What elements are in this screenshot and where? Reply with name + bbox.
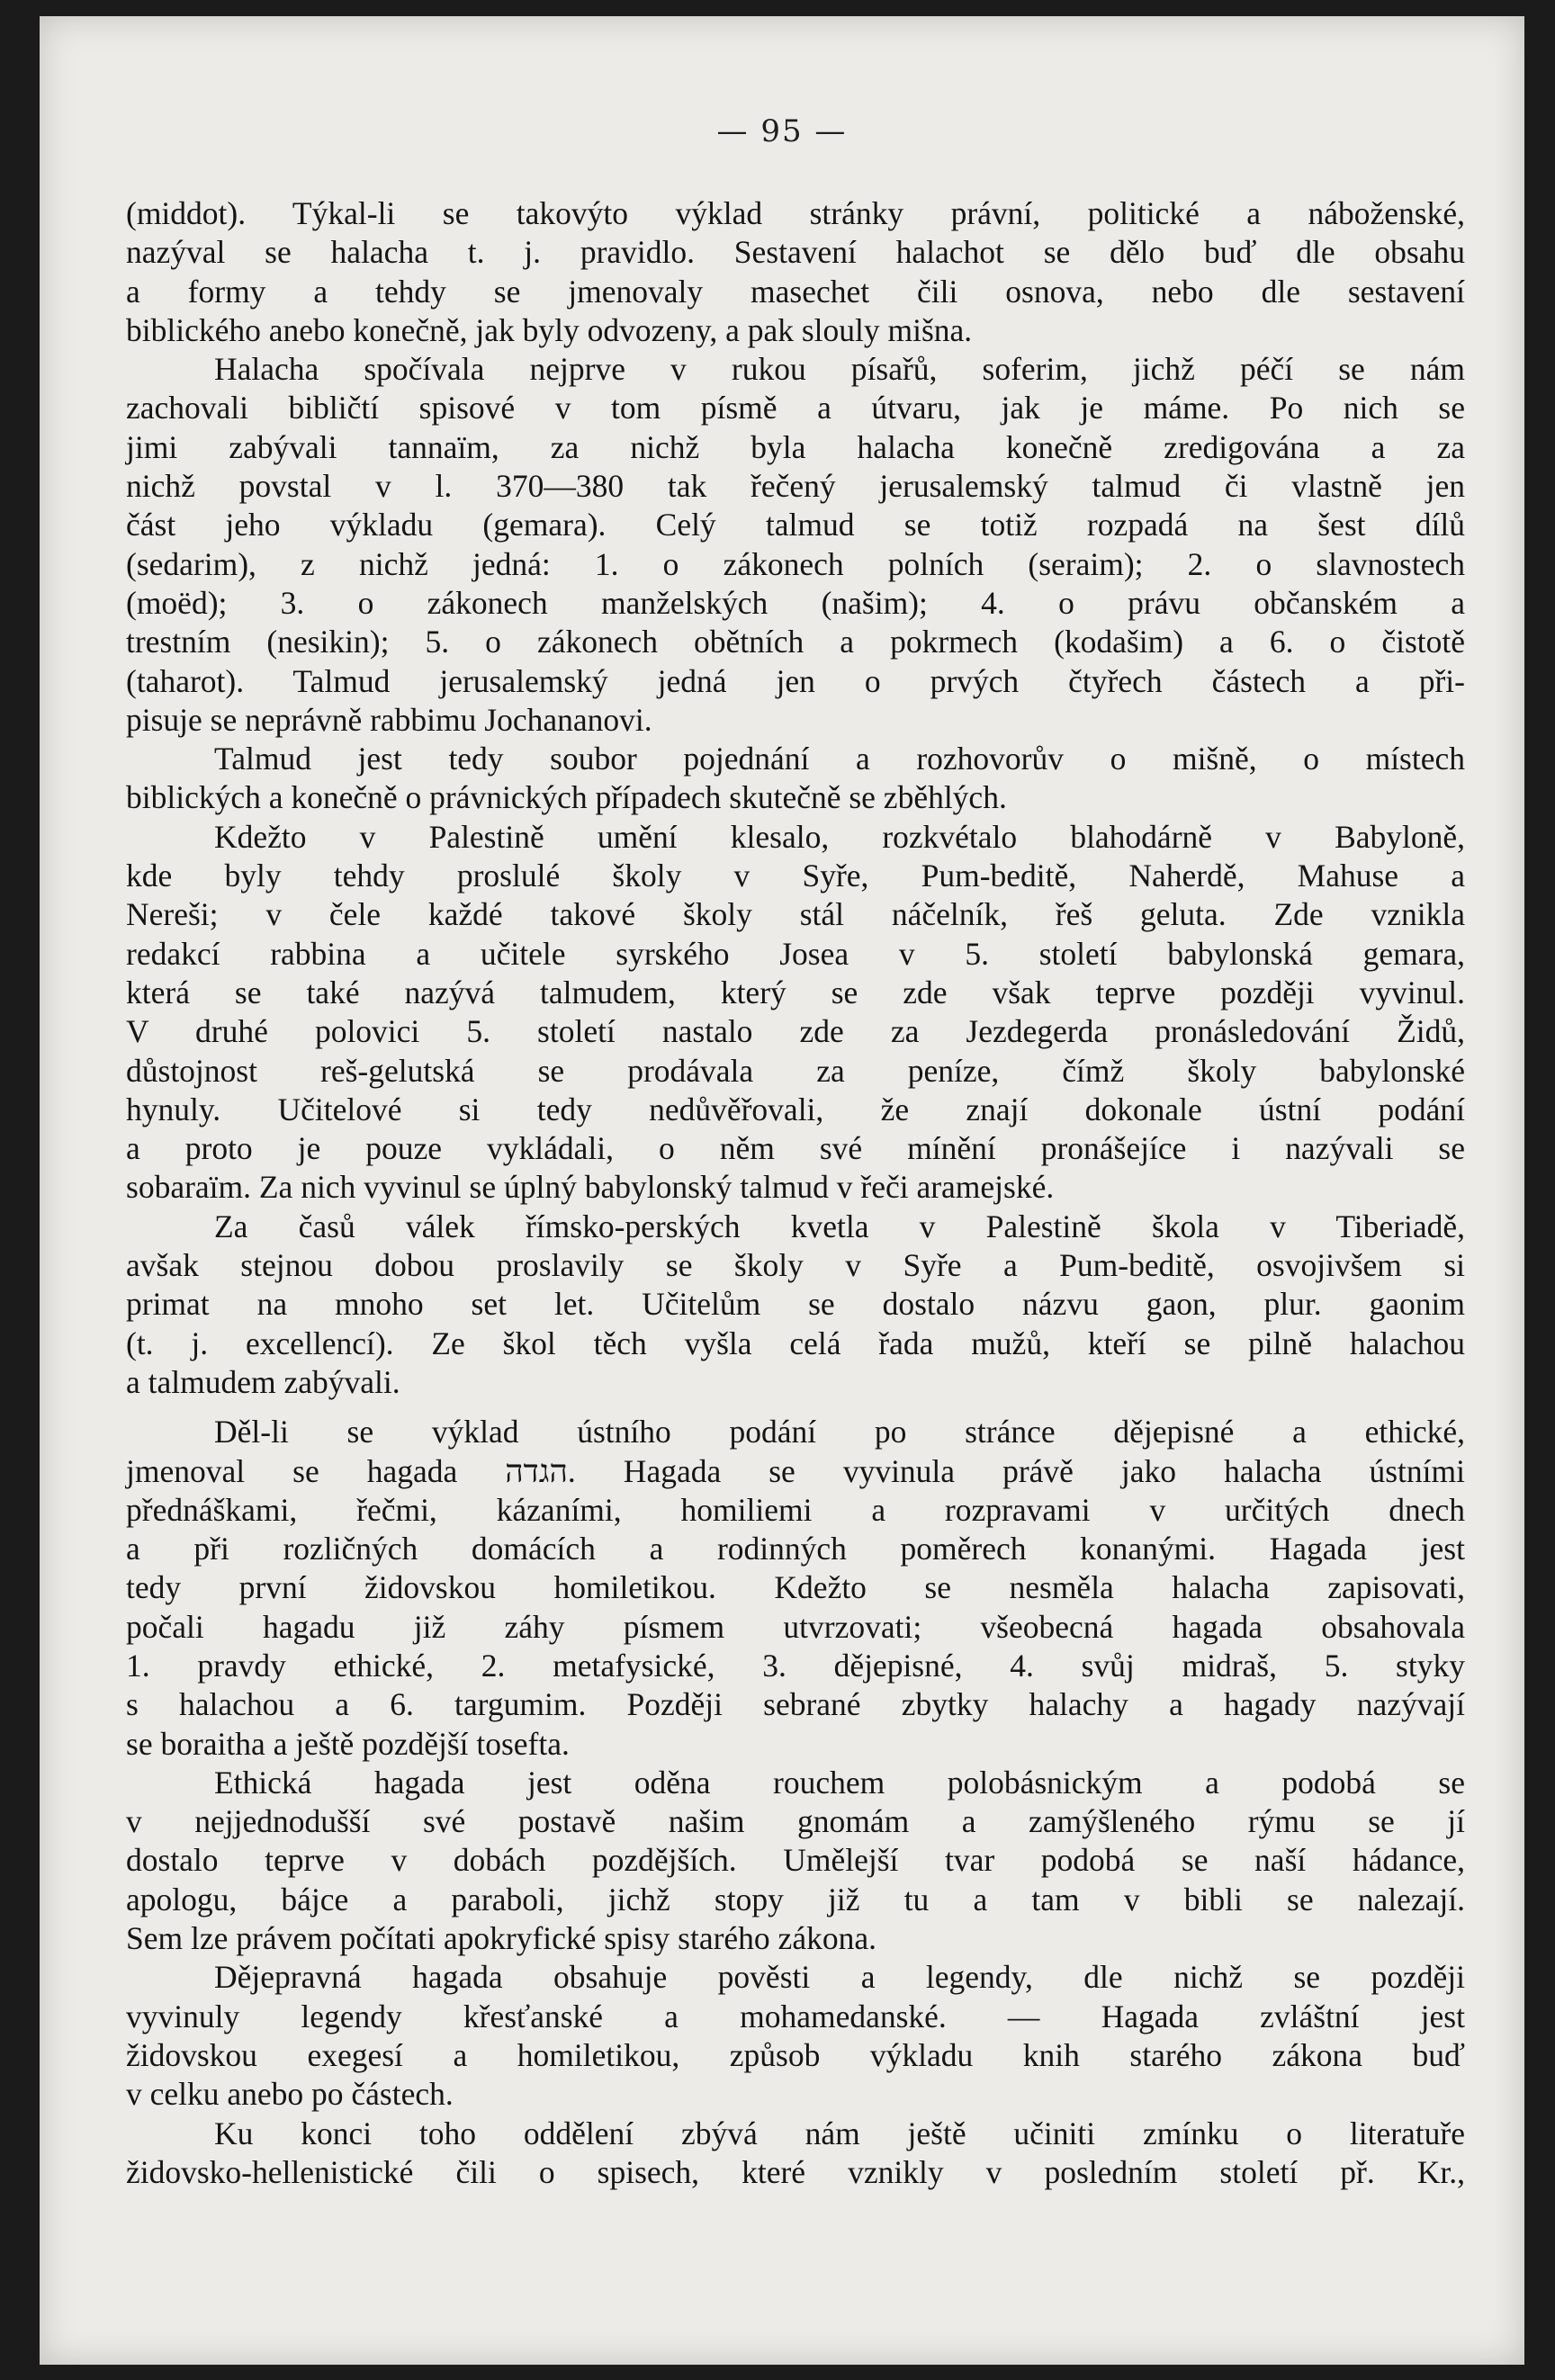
- text-line: sobaraïm. Za nich vyvinul se úplný babylonský talmud v řeči aramejské.: [126, 1169, 1055, 1206]
- text-line: v nejjednodušší své postavě našim gnomám a zamýšleného rýmu se jí: [126, 1803, 1465, 1840]
- text-line: tedy první židovskou homiletikou. Kdežto se nesměla halacha zapisovati,: [126, 1569, 1465, 1606]
- paragraph: [126, 2115, 1465, 2193]
- text-line: židovsko-hellenistické čili o spisech, které vznikly v posledním století př. Kr.,: [126, 2153, 1465, 2190]
- text-line: Děl-li se výklad ústního podání po stránce dějepisné a ethické,: [214, 1414, 1465, 1450]
- text-line: jimi zabývali tannaïm, za nichž byla halacha konečně zredigována a za: [126, 428, 1465, 465]
- text-line: nazýval se halacha t. j. pravidlo. Sestavení halachot se dělo buď dle obsahu: [126, 234, 1465, 271]
- text-line: část jeho výkladu (gemara). Celý talmud se totiž rozpadá na šest dílů: [126, 507, 1465, 543]
- text-line: která se také nazývá talmudem, který se zde však teprve později vyvinul.: [126, 974, 1465, 1010]
- text-line: zachovali bibličtí spisové v tom písmě a útvaru, jak je máme. Po nich se: [126, 390, 1465, 427]
- body-text: [126, 194, 1465, 2192]
- text-line: biblických a konečně o právnických případech skutečně se zběhlých.: [126, 779, 1007, 816]
- text-line: nichž povstal v l. 370—380 tak řečený jerusalemský talmud či vlastně jen: [126, 468, 1465, 505]
- text-line: V druhé polovici 5. století nastalo zde za Jezdegerda pronásledování Židů,: [126, 1013, 1465, 1050]
- text-line: (sedarim), z nichž jedná: 1. o zákonech polních (seraim); 2. o slavnostech: [126, 545, 1465, 582]
- paragraph: [126, 740, 1465, 818]
- text-line: avšak stejnou dobou proslavily se školy v Syře a Pum-beditě, osvojivšem si: [126, 1247, 1465, 1284]
- text-line: jmenoval se hagada הגדה. Hagada se vyvinula právě jako halacha ústními: [126, 1452, 1465, 1489]
- text-line: počali hagadu již záhy písmem utvrzovati; všeobecná hagada obsahovala: [126, 1608, 1465, 1645]
- text-line: 1. pravdy ethické, 2. metafysické, 3. dějepisné, 4. svůj midraš, 5. styky: [126, 1647, 1465, 1684]
- text-line: biblického anebo konečně, jak byly odvozeny, a pak slouly mišna.: [126, 311, 973, 348]
- paragraph: [126, 818, 1465, 1208]
- text-line: a proto je pouze vykládali, o něm své mínění pronášejíce i nazývali se: [126, 1130, 1465, 1167]
- text-line: Ethická hagada jest oděna rouchem polobásnickým a podobá se: [214, 1764, 1465, 1801]
- text-line: důstojnost reš-gelutská se prodávala za peníze, čímž školy babylonské: [126, 1052, 1465, 1089]
- text-line: v celku anebo po částech.: [126, 2076, 454, 2113]
- text-line: a formy a tehdy se jmenovaly masechet čili osnova, nebo dle sestavení: [126, 273, 1465, 310]
- paragraph: [126, 1413, 1465, 1764]
- text-line: přednáškami, řečmi, kázaními, homiliemi a rozpravami v určitých dnech: [126, 1491, 1465, 1528]
- text-line: a při rozličných domácích a rodinných poměrech konanými. Hagada jest: [126, 1531, 1465, 1567]
- text-line: apologu, bájce a paraboli, jichž stopy již tu a tam v bibli se nalezají.: [126, 1881, 1465, 1917]
- text-line: se boraitha a ještě pozdější tosefta.: [126, 1725, 570, 1762]
- text-line: s halachou a 6. targumim. Později sebrané zbytky halachy a hagady nazývají: [126, 1686, 1465, 1723]
- paragraph: [126, 194, 1465, 350]
- text-line: (taharot). Talmud jerusalemský jedná jen o prvých čtyřech částech a při-: [126, 662, 1465, 699]
- text-line: Kdežto v Palestině umění klesalo, rozkvétalo blahodárně v Babyloně,: [214, 818, 1465, 855]
- text-line: pisuje se neprávně rabbimu Jochananovi.: [126, 701, 652, 738]
- text-line: Halacha spočívala nejprve v rukou písařů, soferim, jichž péčí se nám: [214, 351, 1465, 388]
- text-line: dostalo teprve v dobách pozdějších. Umělejší tvar podobá se naší hádance,: [126, 1842, 1465, 1879]
- text-line: redakcí rabbina a učitele syrského Josea v 5. století babylonská gemara,: [126, 935, 1465, 972]
- text-line: a talmudem zabývali.: [126, 1363, 400, 1400]
- text-line: (t. j. excellencí). Ze škol těch vyšla celá řada mužů, kteří se pilně halachou: [126, 1325, 1465, 1361]
- paragraph: [126, 1208, 1465, 1402]
- text-line: primat na mnoho set let. Učitelům se dostalo názvu gaon, plur. gaonim: [126, 1286, 1465, 1323]
- text-line: trestním (nesikin); 5. o zákonech obětních a pokrmech (kodašim) a 6. o čistotě: [126, 624, 1465, 660]
- text-line: vyvinuly legendy křesťanské a mohamedanské. — Hagada zvláštní jest: [126, 1998, 1465, 2034]
- text-line: Za časů válek římsko-perských kvetla v Palestině škola v Tiberiadě,: [214, 1208, 1465, 1244]
- paragraph: [126, 350, 1465, 740]
- paragraph: [126, 1958, 1465, 2114]
- text-line: (moëd); 3. o zákonech manželských (našim); 4. o právu občanském a: [126, 584, 1465, 621]
- text-line: Nereši; v čele každé takové školy stál náčelník, řeš geluta. Zde vznikla: [126, 896, 1465, 933]
- book-page: [40, 16, 1524, 2365]
- text-line: Talmud jest tedy soubor pojednání a rozhovorův o mišně, o místech: [214, 741, 1465, 777]
- text-line: Dějepravná hagada obsahuje pověsti a legendy, dle nichž se později: [214, 1959, 1465, 1996]
- text-line: (middot). Týkal-li se takovýto výklad stránky právní, politické a náboženské,: [126, 195, 1465, 231]
- text-line: židovskou exegesí a homiletikou, způsob výkladu knih starého zákona buď: [126, 2036, 1465, 2073]
- page-number: — 95 —: [716, 113, 848, 149]
- text-line: Ku konci toho oddělení zbývá nám ještě učiniti zmínku o literatuře: [214, 2115, 1465, 2151]
- paragraph: [126, 1764, 1465, 1958]
- text-line: kde byly tehdy proslulé školy v Syře, Pum-beditě, Naherdě, Mahuse a: [126, 858, 1465, 894]
- text-line: hynuly. Učitelové si tedy nedůvěřovali, že znají dokonale ústní podání: [126, 1091, 1465, 1127]
- text-line: Sem lze právem počítati apokryfické spisy starého zákona.: [126, 1920, 876, 1957]
